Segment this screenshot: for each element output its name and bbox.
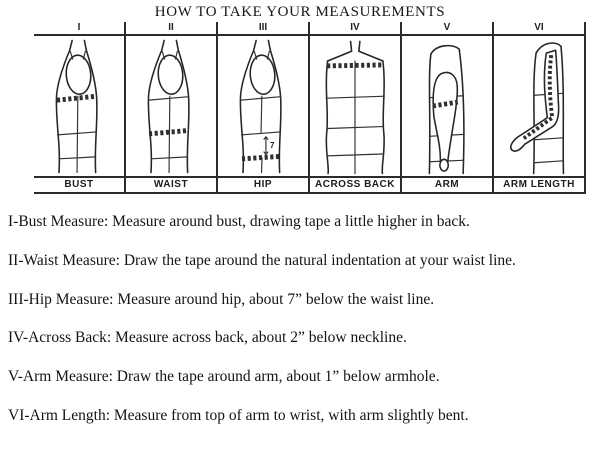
panel-waist — [126, 22, 218, 194]
panel-label-across-back: ACROSS BACK — [310, 176, 400, 194]
waist-tape-line — [149, 130, 189, 133]
hand — [440, 159, 448, 171]
panel-label-hip: HIP — [218, 176, 308, 194]
panel-label-arm-length: ARM LENGTH — [494, 176, 584, 194]
panel-across-back — [310, 22, 402, 194]
panel-numeral: V — [402, 22, 492, 36]
instruction-arm: V-Arm Measure: Draw the tape around arm, about 1” below armhole. — [8, 368, 440, 386]
instruction-bust: I-Bust Measure: Measure around bust, drawing tape a little higher in back. — [8, 213, 470, 230]
panel-arm-length — [494, 22, 586, 194]
hip-figure-illustration — [218, 36, 308, 176]
hip-tape-line — [242, 156, 280, 158]
waist-figure-illustration — [126, 36, 216, 176]
panel-label-waist: WAIST — [126, 176, 216, 194]
panel-numeral: II — [126, 22, 216, 36]
instruction-across-back: IV-Across Back: Measure across back, about 2” below neckline. — [8, 329, 407, 347]
bust-figure-illustration — [34, 36, 124, 176]
panel-numeral: IV — [310, 22, 400, 36]
panel-numeral: I — [34, 22, 124, 36]
hanging-arm — [433, 73, 457, 163]
across-back-figure-illustration — [310, 36, 400, 176]
panel-hip — [218, 22, 310, 194]
bust-tape-line — [57, 96, 97, 100]
arm-figure-illustration — [402, 36, 492, 176]
instructions-list — [8, 213, 592, 425]
arm-length-figure-illustration — [494, 36, 584, 176]
panel-bust — [34, 22, 126, 194]
hip-offset-value: 7 — [269, 140, 275, 151]
instruction-arm-length: VI-Arm Length: Measure from top of arm to wrist, with arm slightly bent. — [8, 407, 469, 425]
panel-arm — [402, 22, 494, 194]
panel-numeral: VI — [494, 22, 584, 36]
instruction-hip: III-Hip Measure: Measure around hip, about 7” below the waist line. — [8, 290, 435, 308]
panel-label-arm: ARM — [402, 176, 492, 194]
page-title: HOW TO TAKE YOUR MEASUREMENTS — [154, 4, 446, 20]
instruction-waist: II-Waist Measure: Draw the tape around the natural indentation at your waist line. — [8, 251, 516, 269]
hip-offset-arrow — [264, 137, 268, 155]
panel-label-bust: BUST — [34, 176, 124, 194]
measurement-diagram — [34, 22, 586, 194]
panel-numeral: III — [218, 22, 308, 36]
